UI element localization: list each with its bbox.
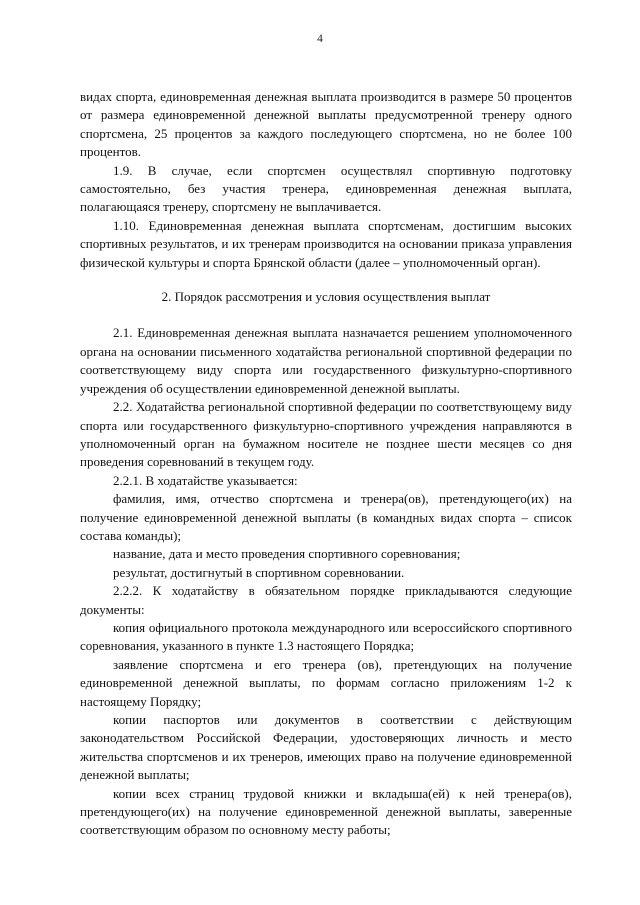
list-item-passports: копии паспортов или документов в соответствии с действующим законодательством Российской Федерации, удостоверяющих личность и место жительства спортсменов и их тренеров, имеющих право на получение единовременной денежной выплаты; (80, 712, 572, 783)
list-item-application: заявление спортсмена и его тренера (ов), претендующих на получение единовременной денежной выплаты, по формам согласно приложениям 1-2 к настоящему Порядку; (80, 656, 572, 709)
list-item-workbook: копии всех страниц трудовой книжки и вкладыша(ей) к ней тренера(ов), претендующего(их) на получение единовременной денежной выплаты, заверенные соответствующим образом по основному месту работы; (80, 785, 572, 838)
paragraph-2-2-2: 2.2.2. К ходатайству в обязательном порядке прикладываются следующие документы: (80, 583, 572, 617)
section-heading: 2. Порядок рассмотрения и условия осуществления выплат (161, 289, 491, 305)
paragraph-2-2-1: 2.2.1. В ходатайстве указывается: (113, 472, 298, 488)
paragraph-1-9: 1.9. В случае, если спортсмен осуществлял спортивную подготовку самостоятельно, без участия тренера, единовременная денежная выплата, полагающаяся тренеру, спортсмену не выплачивается. (80, 162, 572, 215)
paragraph-2-2: 2.2. Ходатайства региональной спортивной федерации по соответствующему виду спорта или государственного физкультурно-спортивного учреждения направляются в уполномоченный орган на бумажном носителе не позднее шести месяцев со дня проведения соревнований в текущем году. (80, 399, 572, 470)
paragraph: видах спорта, единовременная денежная выплата производится в размере 50 процентов от размера единовременной денежной выплаты предусмотренной тренеру одного спортсмена, 25 процентов за каждого последующего спортсмена, но не более 100 процентов. (80, 89, 572, 160)
document-body (80, 88, 572, 840)
list-item-protocol: копия официального протокола международного или всероссийского спортивного соревнования, указанного в пункте 1.3 настоящего Порядка; (80, 619, 572, 654)
list-item-name: фамилия, имя, отчество спортсмена и тренера(ов), претендующего(их) на получение единовременной денежной выплаты (в командных видах спорта – список состава команды); (80, 491, 572, 543)
paragraph-1-10: 1.10. Единовременная денежная выплата спортсменам, достигшим высоких спортивных результатов, и их тренерам производится на основании приказа управления физической культуры и спорта Брянской области (далее – уполномоченный орган). (80, 217, 572, 270)
page-number: 4 (317, 33, 323, 45)
list-item-competition: название, дата и место проведения спортивного соревнования; (113, 546, 461, 562)
paragraph-2-1: 2.1. Единовременная денежная выплата назначается решением уполномоченного органа на основании письменного ходатайства региональной спортивной федерации по соответствующему виду спорта или государственного физкультурно-спортивного учреждения об осуществлении единовременной денежной выплаты. (80, 325, 572, 396)
list-item-result: результат, достигнутый в спортивном соревновании. (113, 564, 405, 580)
